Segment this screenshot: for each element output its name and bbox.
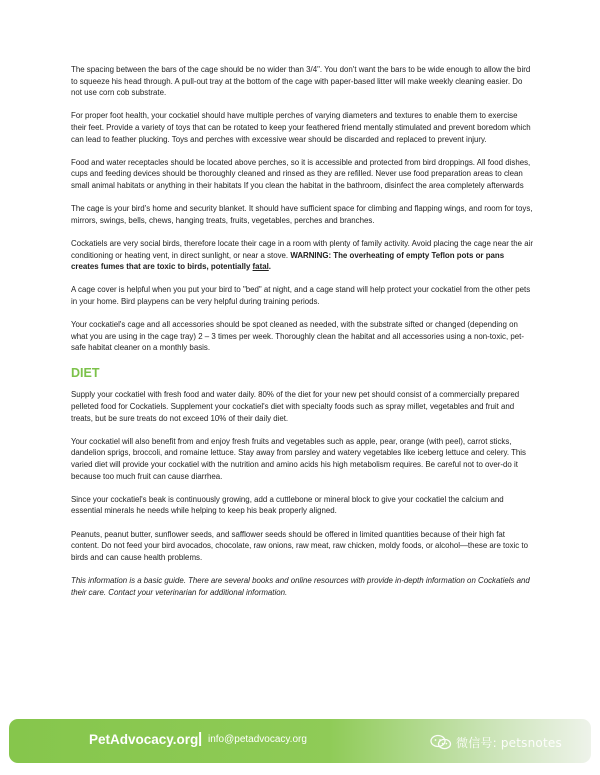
document-body — [71, 64, 533, 610]
paragraph-cleaning: Your cockatiel's cage and all accessories should be spot cleaned as needed, with the substrate sifted or changed (depending on what you are using in the cage tray) 2 – 3 times per week. Thoroughly clean the habitat and all accessories using a non-toxic, pet-safe habitat cleaner on a monthly basis. — [71, 320, 524, 353]
warning-end: . — [268, 262, 271, 272]
wechat-icon — [430, 734, 452, 750]
paragraph-diet-toxic: Peanuts, peanut butter, sunflower seeds, and safflower seeds should be offered in limited quantities because of their high fat content. Do not feed your bird avocados, chocolate, raw onions, raw meat, raw chicken, moldy foods, or alcohol—these are toxic to birds and can cause health problems. — [71, 529, 529, 562]
warning-text: WARNING: The overheating of empty Teflon pots or pans creates fumes that are toxic to birds, potentially — [71, 250, 505, 272]
paragraph-social — [71, 238, 533, 273]
paragraph-diet-food: Supply your cockatiel with fresh food and water daily. 80% of the diet for your new pet should consist of a commercially prepared pelleted food for Cockatiels. Supplement your cockatiel's diet with specialty foods such as spray millet, vegetables and fruit and treats, but be sure treats do not exceed 10% of their daily diet. — [71, 390, 520, 423]
footer-email-link[interactable]: info@petadvocacy.org — [208, 734, 307, 745]
warning-fatal: fatal — [252, 262, 269, 272]
paragraph-foot-health: For proper foot health, your cockatiel should have multiple perches of varying diameters and textures to enable them to exercise their feet. Provide a variety of toys that can be rotated to keep your feathered friend mentally stimulated and prevent boredom which can lead to feather plucking. Toys and perches with excessive wear should be discarded and replaced to prevent injury. — [71, 111, 531, 144]
watermark-text: 微信号: petsnotes — [456, 735, 562, 750]
watermark — [430, 734, 562, 750]
paragraph-cage-home: The cage is your bird's home and security blanket. It should have sufficient space for climbing and flapping wings, and room for toys, mirrors, swings, bells, chews, hanging treats, fruits, vegetables, perches and branches. — [71, 204, 533, 225]
footer-separator: | — [198, 730, 203, 747]
paragraph-diet-fruits: Your cockatiel will also benefit from and enjoy fresh fruits and vegetables such as apple, pear, orange (with peel), carrot sticks, dandelion sprigs, broccoli, and romaine lettuce. Stay away from parsley and watery vegetables like iceberg lettuce and celery. This varied diet will provide your cockatiel with the nutrition and amino acids his high metabolism requires. Be careful not to over-do it because too much fruit can cause diarrhea. — [71, 436, 526, 481]
paragraph-cage-spacing: The spacing between the bars of the cage should be no wider than 3/4". You don't want the bars to be wide enough to allow the bird to squeeze his head through. A pull-out tray at the bottom of the cage with paper-based litter will make weekly cleaning easier. Do not use corn cob substrate. — [71, 65, 531, 98]
social-text: Cockatiels are very social birds, therefore locate their cage in a room with plenty of family activity. Avoid placing the cage near the air conditioning or heating vent, in direct sunlight, or near a stove. — [71, 238, 533, 260]
diet-heading: DIET — [71, 366, 100, 381]
paragraph-diet-beak: Since your cockatiel's beak is continuously growing, add a cuttlebone or mineral block to give your cockatiel the calcium and essential minerals he needs while helping to keep his beak properly aligned. — [71, 494, 504, 516]
paragraph-note: This information is a basic guide. There are several books and online resources with provide in-depth information on Cockatiels and their care. Contact your veterinarian for additional information. — [71, 575, 530, 597]
paragraph-food-water: Food and water receptacles should be located above perches, so it is accessible and protected from bird droppings. All food dishes, cups and feeding devices should be thoroughly cleaned and rinsed as they are refilled. Never use food preparation areas to clean small animal habitats or anything in their habitats If you clean the habitat in the bathroom, disinfect the area completely afterwards — [71, 157, 531, 190]
paragraph-cage-cover: A cage cover is helpful when you put your bird to "bed" at night, and a cage stand will help protect your cockatiel from the other pets in your home. Bird playpens can be very helpful during training periods. — [71, 285, 531, 306]
footer-site-link[interactable]: PetAdvocacy.org — [89, 732, 199, 747]
